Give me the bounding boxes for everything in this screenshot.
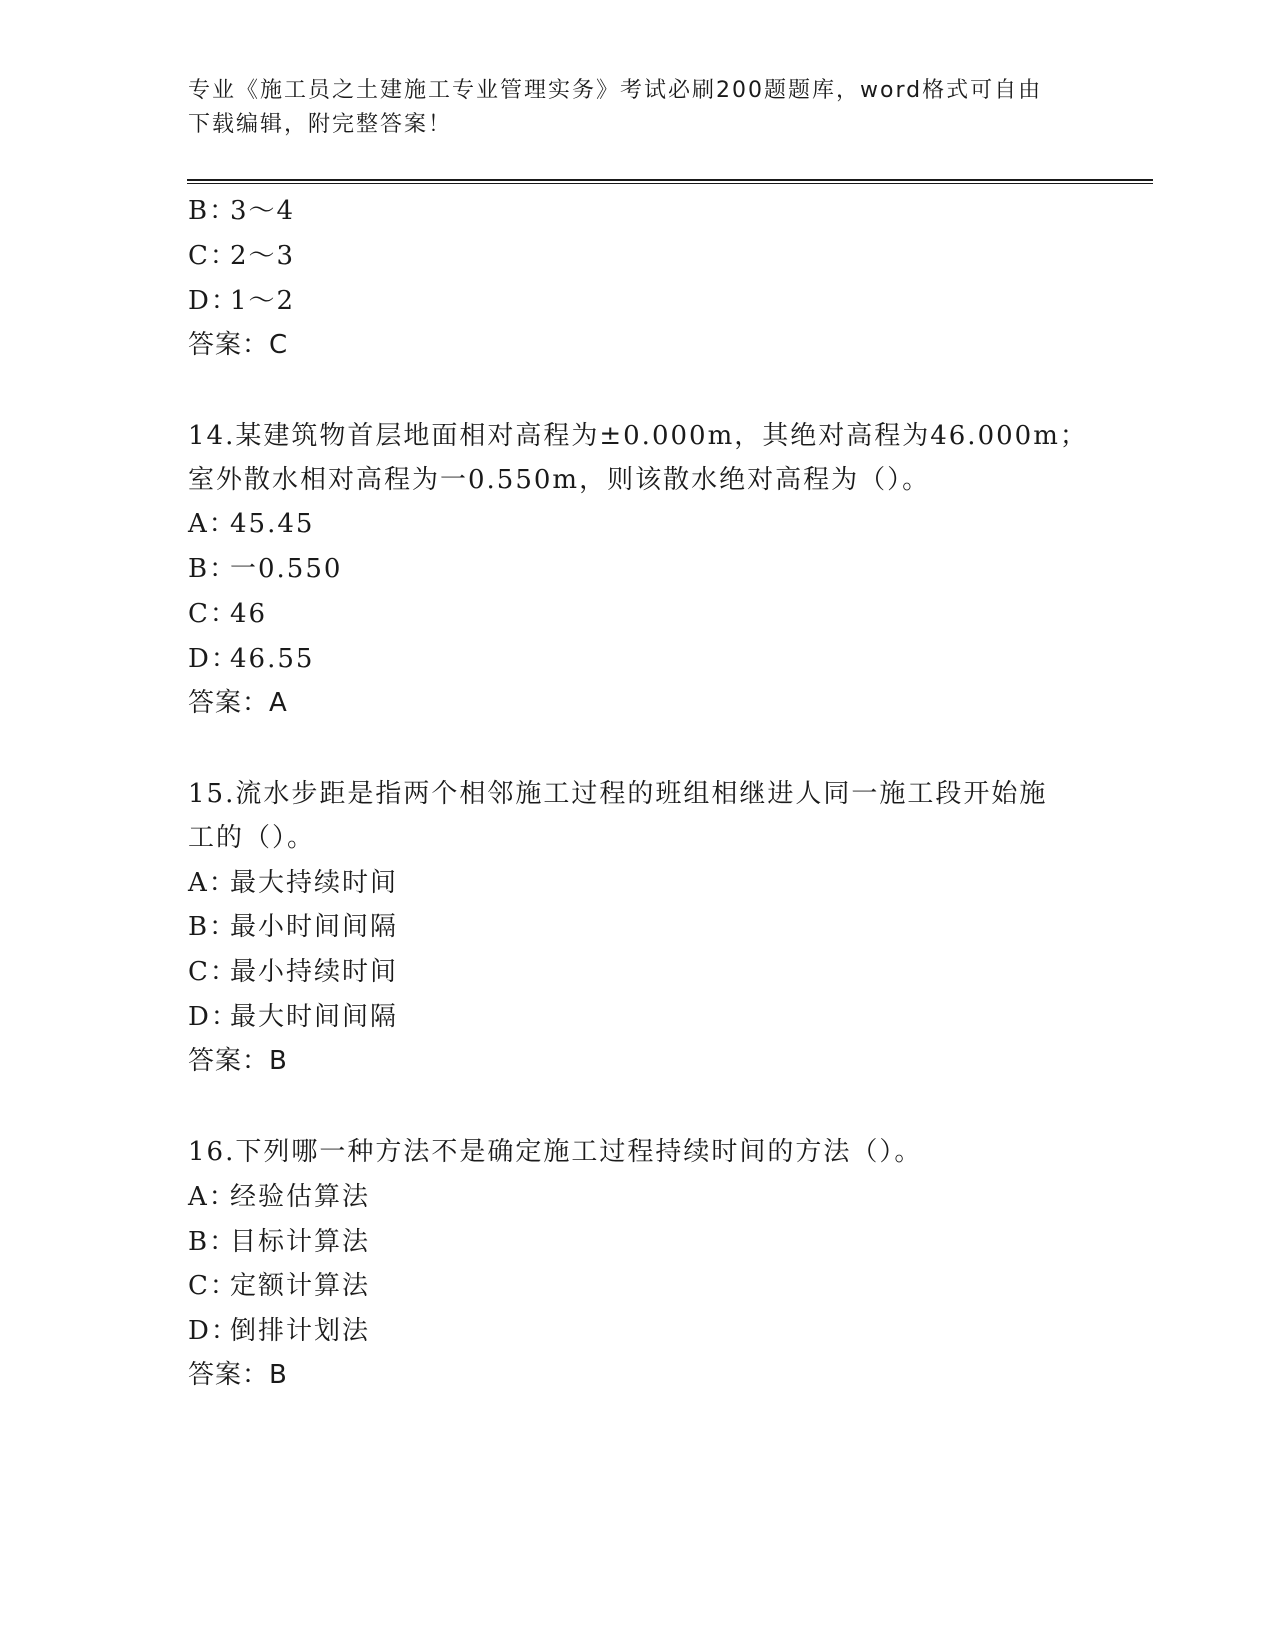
option-a: A：经验估算法	[188, 1182, 371, 1212]
header-line-2: 下载编辑，附完整答案！	[188, 112, 453, 137]
option-c: C：定额计算法	[188, 1271, 371, 1301]
header-divider	[187, 179, 1153, 184]
option-c: C：2～3	[188, 241, 296, 271]
option-b: B：目标计算法	[188, 1227, 371, 1257]
page-header	[188, 74, 1088, 142]
answer: 答案：B	[188, 1046, 288, 1076]
option-c: C：最小持续时间	[188, 957, 399, 987]
question-14-text-line-1: 14.某建筑物首层地面相对高程为±0.000m，其绝对高程为46.000m；	[188, 421, 1088, 451]
header-line-1: 专业《施工员之土建施工专业管理实务》考试必刷200题题库，word格式可自由	[188, 78, 1043, 103]
question-15-text-line-1: 15.流水步距是指两个相邻施工过程的班组相继进人同一施工段开始施	[188, 779, 1048, 809]
option-b: B：3～4	[188, 196, 296, 226]
answer: 答案：C	[188, 330, 289, 360]
option-d: D：倒排计划法	[188, 1316, 371, 1346]
option-b: B：最小时间间隔	[188, 912, 399, 942]
answer: 答案：A	[188, 688, 288, 718]
option-d: D：46.55	[188, 644, 315, 674]
option-c: C：46	[188, 599, 268, 629]
question-16-text: 16.下列哪一种方法不是确定施工过程持续时间的方法（）。	[188, 1137, 923, 1167]
answer: 答案：B	[188, 1360, 288, 1390]
option-a: A：最大持续时间	[188, 868, 399, 898]
question-14-text-line-2: 室外散水相对高程为一0.550m，则该散水绝对高程为（）。	[188, 465, 931, 495]
option-d: D：1～2	[188, 286, 296, 316]
question-15-text-line-2: 工的（）。	[188, 823, 316, 853]
option-a: A：45.45	[188, 509, 315, 539]
option-b: B：一0.550	[188, 554, 343, 584]
option-d: D：最大时间间隔	[188, 1002, 399, 1032]
